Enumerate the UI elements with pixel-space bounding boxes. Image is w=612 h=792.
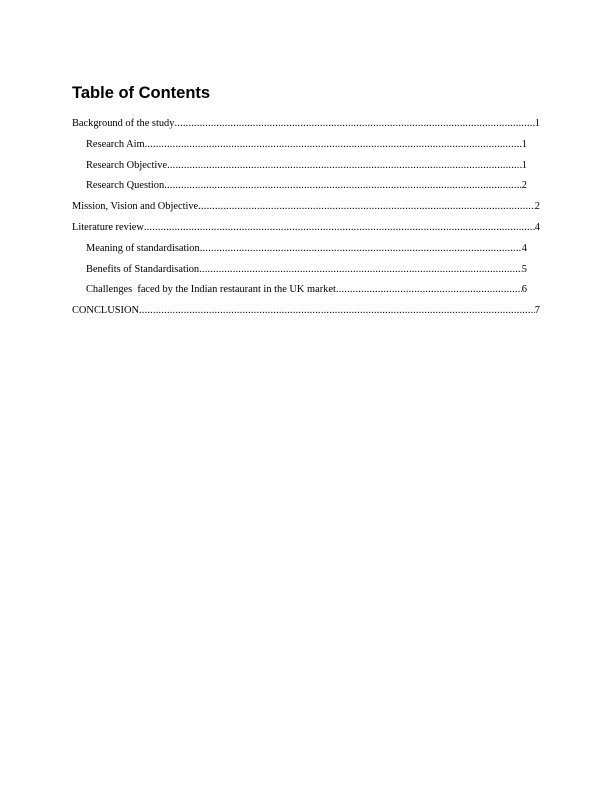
toc-entry-research-objective[interactable] <box>86 156 527 177</box>
toc-dot-leader <box>336 280 522 301</box>
toc-dot-leader <box>200 239 522 260</box>
toc-dot-leader <box>198 197 535 218</box>
toc-entry-label: Research Question <box>86 180 165 192</box>
toc-page-number: 1 <box>521 138 527 150</box>
toc-entry-meaning-of-standardisation[interactable] <box>86 239 527 260</box>
toc-entry-label: Mission, Vision and Objective <box>72 201 199 213</box>
toc-entry-benefits-of-standardisation[interactable] <box>86 260 527 281</box>
toc-page-number: 5 <box>521 263 527 275</box>
toc-dot-leader <box>167 156 522 177</box>
toc-dot-leader <box>174 114 534 135</box>
table-of-contents <box>0 114 612 322</box>
toc-entry-challenges[interactable] <box>86 280 527 301</box>
toc-entry-label: Background of the study <box>72 118 175 129</box>
toc-page-number: 4 <box>521 242 527 254</box>
toc-page-number: 1 <box>534 118 540 129</box>
toc-title: Table of Contents <box>72 84 211 102</box>
toc-dot-leader <box>164 176 522 197</box>
toc-entry-literature-review[interactable] <box>72 218 540 239</box>
toc-entry-label: Meaning of standardisation <box>86 242 200 254</box>
toc-entry-label: Literature review <box>72 221 144 233</box>
toc-entry-label: Research Aim <box>86 138 145 150</box>
toc-entry-mission-vision-objective[interactable] <box>72 197 540 218</box>
toc-page-number: 7 <box>534 305 540 317</box>
toc-dot-leader <box>139 301 535 322</box>
toc-page-number: 2 <box>521 180 527 192</box>
toc-entry-label: Research Objective <box>86 159 168 171</box>
toc-page-number: 1 <box>521 159 527 171</box>
toc-entry-label: Benefits of Standardisation <box>86 263 200 275</box>
toc-page-number: 4 <box>534 221 540 233</box>
toc-entry-background-of-the-study[interactable] <box>72 114 540 135</box>
toc-page-number: 2 <box>534 201 540 213</box>
toc-entry-research-aim[interactable] <box>86 135 527 156</box>
toc-page-number: 6 <box>521 284 527 296</box>
toc-entry-label: Challenges faced by the Indian restaurant in the UK market <box>86 284 336 296</box>
toc-dot-leader <box>144 218 535 239</box>
toc-entry-conclusion[interactable] <box>72 301 540 322</box>
toc-entry-label: CONCLUSION <box>72 305 139 317</box>
toc-entry-research-question[interactable] <box>86 176 527 197</box>
toc-dot-leader <box>199 260 522 281</box>
toc-dot-leader <box>145 135 522 156</box>
